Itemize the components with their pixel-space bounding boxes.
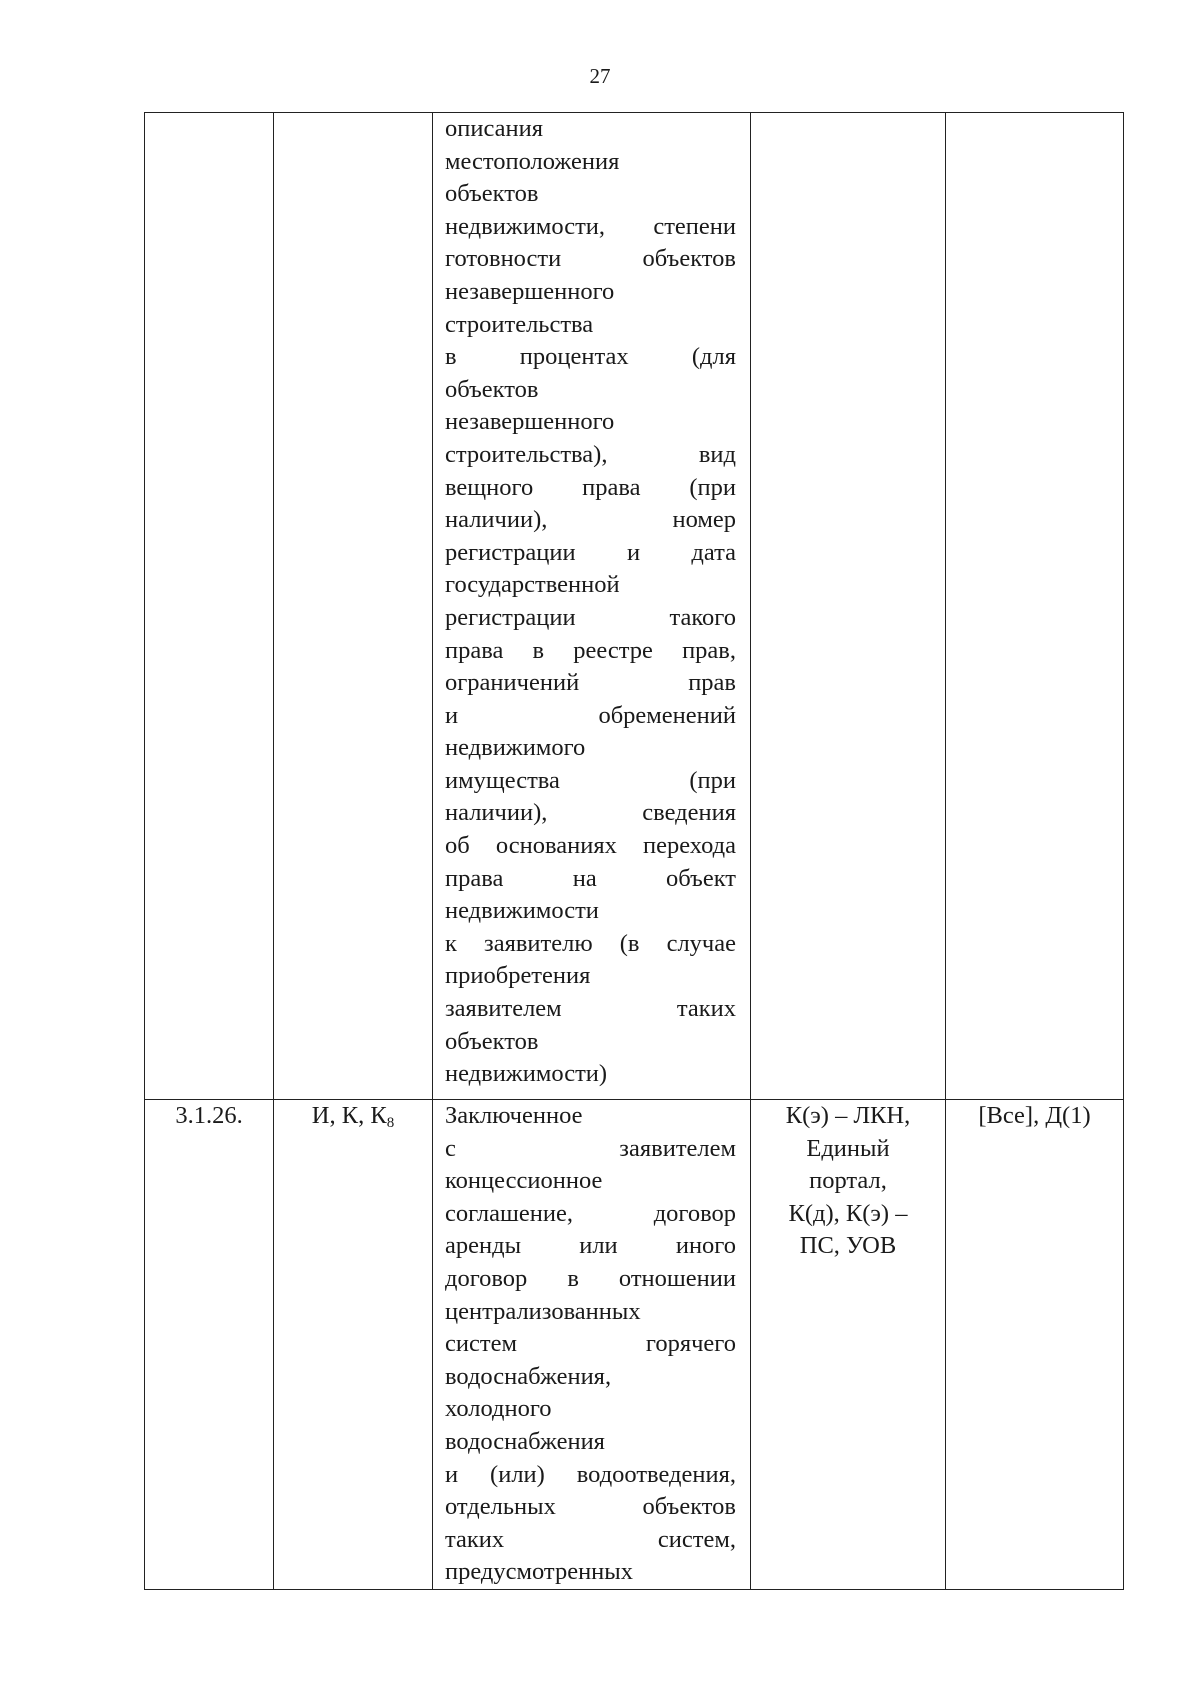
table-row bbox=[145, 113, 1124, 1100]
description-line: недвижимости bbox=[445, 897, 599, 925]
description-line: холодного bbox=[445, 1395, 552, 1423]
description-line: незавершенного bbox=[445, 277, 615, 305]
channel-line: Единый bbox=[806, 1134, 890, 1162]
description-line: недвижимого bbox=[445, 734, 586, 762]
description-line: к заявителю (в случае bbox=[445, 929, 736, 957]
description-line: недвижимости) bbox=[445, 1060, 608, 1088]
table-row bbox=[145, 1100, 1124, 1590]
description-line: аренды или иного bbox=[445, 1232, 736, 1260]
description-line: систем горячего bbox=[445, 1330, 736, 1358]
description-line: строительства), вид bbox=[445, 440, 736, 468]
channel-line: ПС, УОВ bbox=[799, 1232, 897, 1260]
item-number-cell: 3.1.26. bbox=[145, 1100, 274, 1590]
channel-line: К(э) – ЛКН, bbox=[785, 1102, 911, 1129]
description-line: имущества (при bbox=[445, 766, 736, 794]
description-line: объектов bbox=[445, 1027, 539, 1055]
channel-line: К(д), К(э) – bbox=[788, 1199, 908, 1227]
scope-cell bbox=[946, 113, 1124, 1100]
description-line: заявителем таких bbox=[445, 995, 736, 1023]
scope-cell: [Все], Д(1) bbox=[946, 1100, 1124, 1590]
document-table bbox=[144, 112, 1124, 1590]
description-cell bbox=[433, 113, 751, 1100]
description-line: объектов bbox=[445, 180, 539, 208]
description-line: с заявителем bbox=[445, 1134, 736, 1162]
page-number: 27 bbox=[589, 64, 611, 88]
description-line: права на объект bbox=[445, 864, 736, 892]
description-line: Заключенное bbox=[445, 1102, 583, 1129]
description-line: незавершенного bbox=[445, 408, 615, 436]
channels-cell bbox=[751, 1100, 946, 1590]
description-line: и (или) водоотведения, bbox=[445, 1460, 736, 1488]
description-line: таких систем, bbox=[445, 1525, 736, 1553]
description-line: водоснабжения bbox=[445, 1427, 605, 1455]
description-line: строительства bbox=[445, 310, 594, 338]
description-line: готовности объектов bbox=[445, 245, 736, 273]
description-line: объектов bbox=[445, 375, 539, 403]
item-number-cell bbox=[145, 113, 274, 1100]
description-line: ограничений прав bbox=[445, 669, 736, 697]
channels-cell bbox=[751, 113, 946, 1100]
description-line: местоположения bbox=[445, 147, 620, 175]
description-line: регистрации такого bbox=[445, 603, 736, 631]
description-line: недвижимости, степени bbox=[445, 212, 736, 240]
description-line: централизованных bbox=[445, 1297, 641, 1325]
description-line: описания bbox=[445, 115, 544, 142]
channel-line: портал, bbox=[809, 1167, 887, 1195]
description-line: и обременений bbox=[445, 701, 736, 729]
subjects-text: И, К, К bbox=[311, 1102, 387, 1129]
description-line: приобретения bbox=[445, 962, 591, 990]
subjects-cell bbox=[274, 113, 433, 1100]
description-line: договор в отношении bbox=[445, 1264, 736, 1292]
description-line: государственной bbox=[445, 571, 620, 599]
description-line: наличии), сведения bbox=[445, 799, 736, 827]
description-cell bbox=[433, 1100, 751, 1590]
description-line: регистрации и дата bbox=[445, 538, 736, 566]
description-line: соглашение, договор bbox=[445, 1199, 736, 1227]
description-line: концессионное bbox=[445, 1167, 603, 1195]
subjects-cell bbox=[274, 1100, 433, 1590]
description-line: отдельных объектов bbox=[445, 1493, 736, 1521]
description-line: вещного права (при bbox=[445, 473, 736, 501]
description-line: в процентах (для bbox=[445, 343, 736, 371]
description-line: водоснабжения, bbox=[445, 1362, 612, 1390]
description-line: об основаниях перехода bbox=[445, 832, 736, 860]
subjects-subscript: 8 bbox=[386, 1115, 395, 1131]
description-line: права в реестре прав, bbox=[445, 636, 736, 664]
description-line: предусмотренных bbox=[445, 1558, 633, 1586]
description-line: наличии), номер bbox=[445, 506, 736, 534]
